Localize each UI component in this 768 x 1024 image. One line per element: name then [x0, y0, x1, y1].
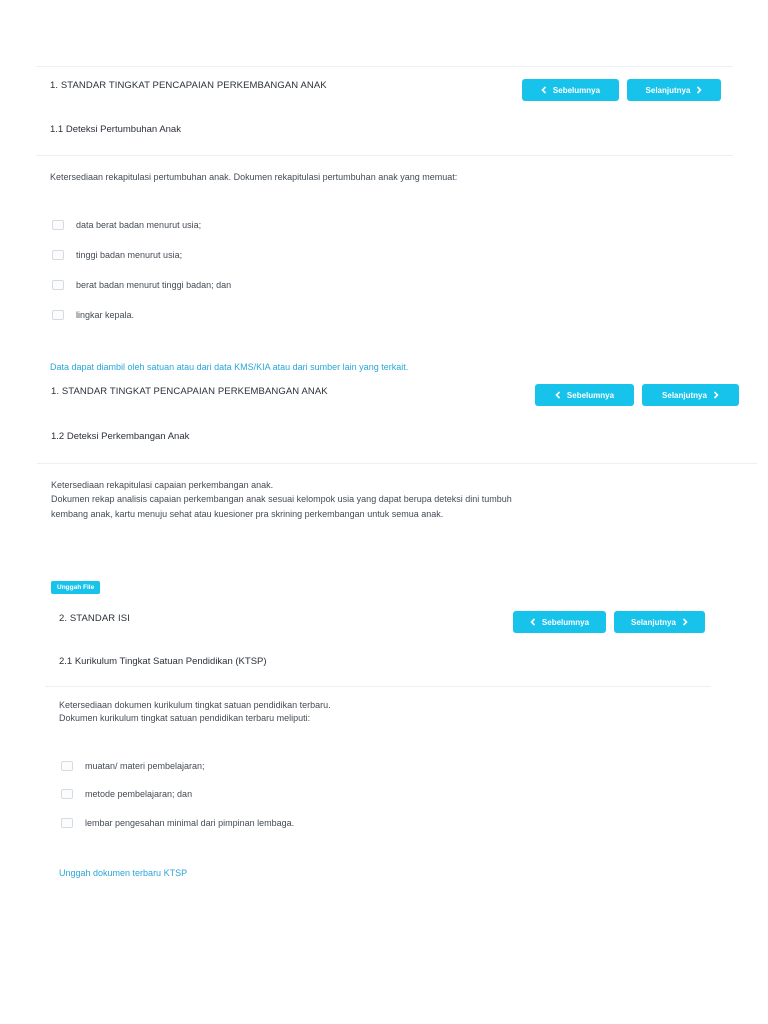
- checklist-item[interactable]: [52, 310, 134, 320]
- standard-panel-1: [36, 66, 733, 372]
- upload-file-button[interactable]: Unggah File: [51, 581, 100, 594]
- checklist-label: tinggi badan menurut usia;: [76, 250, 183, 260]
- info-note: Data dapat diambil oleh satuan atau dari data KMS/KIA atau dari sumber lain yang terkait.: [50, 362, 409, 372]
- chevron-left-icon: [555, 391, 561, 399]
- description-line: kembang anak, kartu menuju sehat atau kuesioner pra skrining perkembangan untuk semua anak.: [51, 509, 444, 519]
- next-button[interactable]: [642, 384, 739, 406]
- description-line: Dokumen kurikulum tingkat satuan pendidikan terbaru meliputi:: [59, 713, 311, 723]
- previous-label: Sebelumnya: [541, 617, 590, 627]
- checkbox[interactable]: [52, 280, 64, 290]
- checklist-label: muatan/ materi pembelajaran;: [85, 761, 205, 771]
- section-title: 2. STANDAR ISI: [59, 613, 130, 624]
- checkbox[interactable]: [52, 250, 64, 260]
- checklist-item[interactable]: [61, 761, 205, 771]
- description-text: Ketersediaan rekapitulasi pertumbuhan anak. Dokumen rekapitulasi pertumbuhan anak yang memuat:: [50, 172, 458, 182]
- checklist-item[interactable]: [61, 789, 192, 799]
- previous-label: Sebelumnya: [566, 390, 615, 400]
- next-label: Selanjutnya: [645, 85, 691, 95]
- checkbox[interactable]: [61, 818, 73, 828]
- checkbox[interactable]: [61, 761, 73, 771]
- checklist-label: lembar pengesahan minimal dari pimpinan lembaga.: [85, 818, 295, 828]
- checklist-item[interactable]: [52, 220, 201, 230]
- checklist-label: lingkar kepala.: [76, 310, 135, 320]
- description-line: Dokumen rekap analisis capaian perkembangan anak sesuai kelompok usia yang dapat berupa deteksi dini tumbuh: [51, 494, 512, 504]
- next-button[interactable]: [614, 611, 705, 633]
- checkbox[interactable]: [52, 220, 64, 230]
- subsection-divider: [37, 463, 757, 464]
- next-label: Selanjutnya: [631, 617, 676, 627]
- checklist-item[interactable]: [52, 250, 182, 260]
- checklist-label: berat badan menurut tinggi badan; dan: [76, 280, 232, 290]
- standard-panel-3: [45, 600, 711, 890]
- chevron-right-icon: [713, 391, 719, 399]
- previous-label: Sebelumnya: [552, 85, 601, 95]
- checkbox[interactable]: [61, 789, 73, 799]
- checklist-label: data berat badan menurut usia;: [76, 220, 202, 230]
- subsection-title: 1.1 Deteksi Pertumbuhan Anak: [50, 124, 181, 135]
- checklist-label: metode pembelajaran; dan: [85, 789, 193, 799]
- checkbox[interactable]: [52, 310, 64, 320]
- section-title: 1. STANDAR TINGKAT PENCAPAIAN PERKEMBANGAN ANAK: [51, 386, 328, 397]
- checklist-item[interactable]: [61, 818, 294, 828]
- subsection-divider: [45, 686, 711, 687]
- previous-button[interactable]: [535, 384, 634, 406]
- upload-ktsp-link[interactable]: Unggah dokumen terbaru KTSP: [59, 868, 188, 878]
- standard-panel-2: [37, 372, 757, 600]
- description-line: Ketersediaan rekapitulasi capaian perkembangan anak.: [51, 480, 274, 490]
- previous-button[interactable]: [513, 611, 606, 633]
- next-label: Selanjutnya: [662, 390, 707, 400]
- subsection-title: 1.2 Deteksi Perkembangan Anak: [51, 431, 190, 442]
- checklist-item[interactable]: [52, 280, 231, 290]
- section-title: 1. STANDAR TINGKAT PENCAPAIAN PERKEMBANGAN ANAK: [50, 80, 327, 91]
- previous-button[interactable]: [522, 79, 619, 101]
- chevron-right-icon: [696, 86, 702, 94]
- chevron-right-icon: [682, 618, 688, 626]
- chevron-left-icon: [530, 618, 536, 626]
- next-button[interactable]: [627, 79, 721, 101]
- subsection-title: 2.1 Kurikulum Tingkat Satuan Pendidikan (KTSP): [59, 656, 267, 667]
- description-line: Ketersediaan dokumen kurikulum tingkat satuan pendidikan terbaru.: [59, 700, 331, 710]
- subsection-divider: [36, 155, 733, 156]
- top-divider: [36, 66, 733, 67]
- chevron-left-icon: [541, 86, 547, 94]
